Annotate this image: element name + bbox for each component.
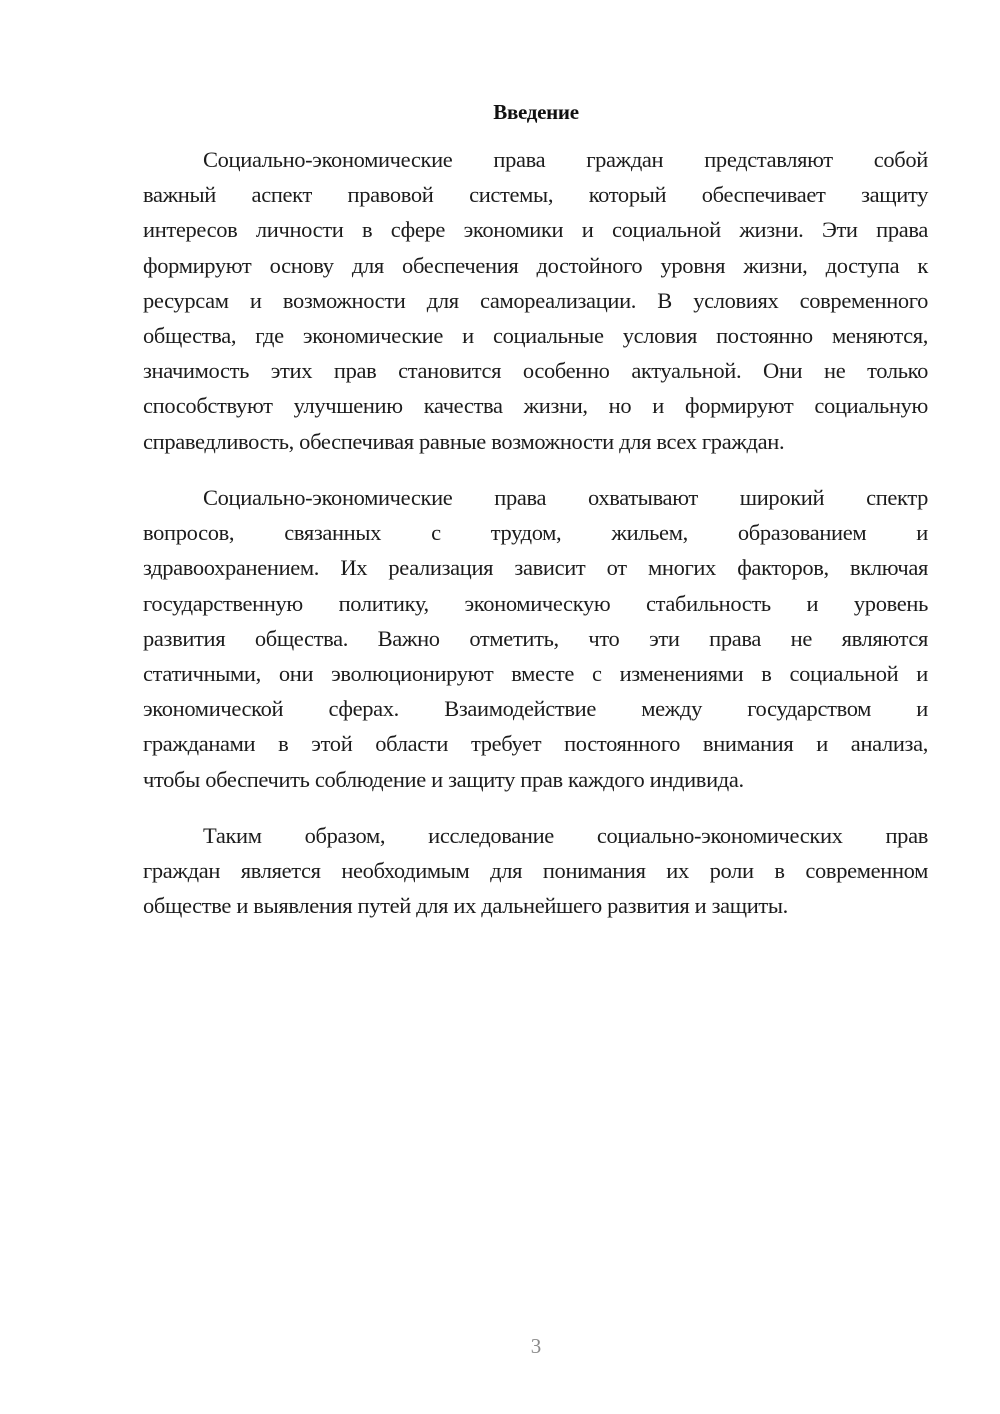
text-line: формируют основу для обеспечения достойного уровня жизни, доступа к <box>143 252 928 278</box>
text-line: Социально-экономические права граждан представляют собой <box>203 147 928 172</box>
text-line: обществе и выявления путей для их дальнейшего развития и защиты. <box>143 893 788 919</box>
text-line: вопросов, связанных с трудом, жильем, образованием и <box>143 520 928 546</box>
text-line: государственную политику, экономическую стабильность и уровень <box>143 590 928 616</box>
section-heading: Введение <box>493 100 579 124</box>
text-line: развития общества. Важно отметить, что эти права не являются <box>143 625 928 651</box>
text-line: чтобы обеспечить соблюдение и защиту прав каждого индивида. <box>143 766 744 792</box>
text-line: здравоохранением. Их реализация зависит от многих факторов, включая <box>143 555 928 581</box>
text-line: интересов личности в сфере экономики и социальной жизни. Эти права <box>143 217 928 243</box>
text-line: справедливость, обеспечивая равные возможности для всех граждан. <box>143 428 785 454</box>
page-number: 3 <box>530 1334 542 1358</box>
text-line: Социально-экономические права охватывают широкий спектр <box>203 485 928 510</box>
paragraph-scope <box>143 480 928 797</box>
text-line: граждан является необходимым для понимания их роли в современном <box>143 858 928 884</box>
text-line: значимость этих прав становится особенно актуальной. Они не только <box>143 358 928 384</box>
text-line: гражданами в этой области требует постоянного внимания и анализа, <box>143 731 928 757</box>
text-line: экономической сферах. Взаимодействие между государством и <box>143 696 928 722</box>
paragraph-conclusion <box>143 818 928 924</box>
text-line: ресурсам и возможности для самореализации. В условиях современного <box>143 287 928 313</box>
text-line: статичными, они эволюционируют вместе с изменениями в социальной и <box>143 660 928 686</box>
text-line: Таким образом, исследование социально-экономических прав <box>203 823 928 848</box>
text-line: общества, где экономические и социальные условия постоянно меняются, <box>143 322 928 348</box>
text-line: важный аспект правовой системы, который обеспечивает защиту <box>143 182 928 208</box>
text-line: способствуют улучшению качества жизни, но и формируют социальную <box>143 393 928 419</box>
paragraph-intro <box>143 142 928 459</box>
